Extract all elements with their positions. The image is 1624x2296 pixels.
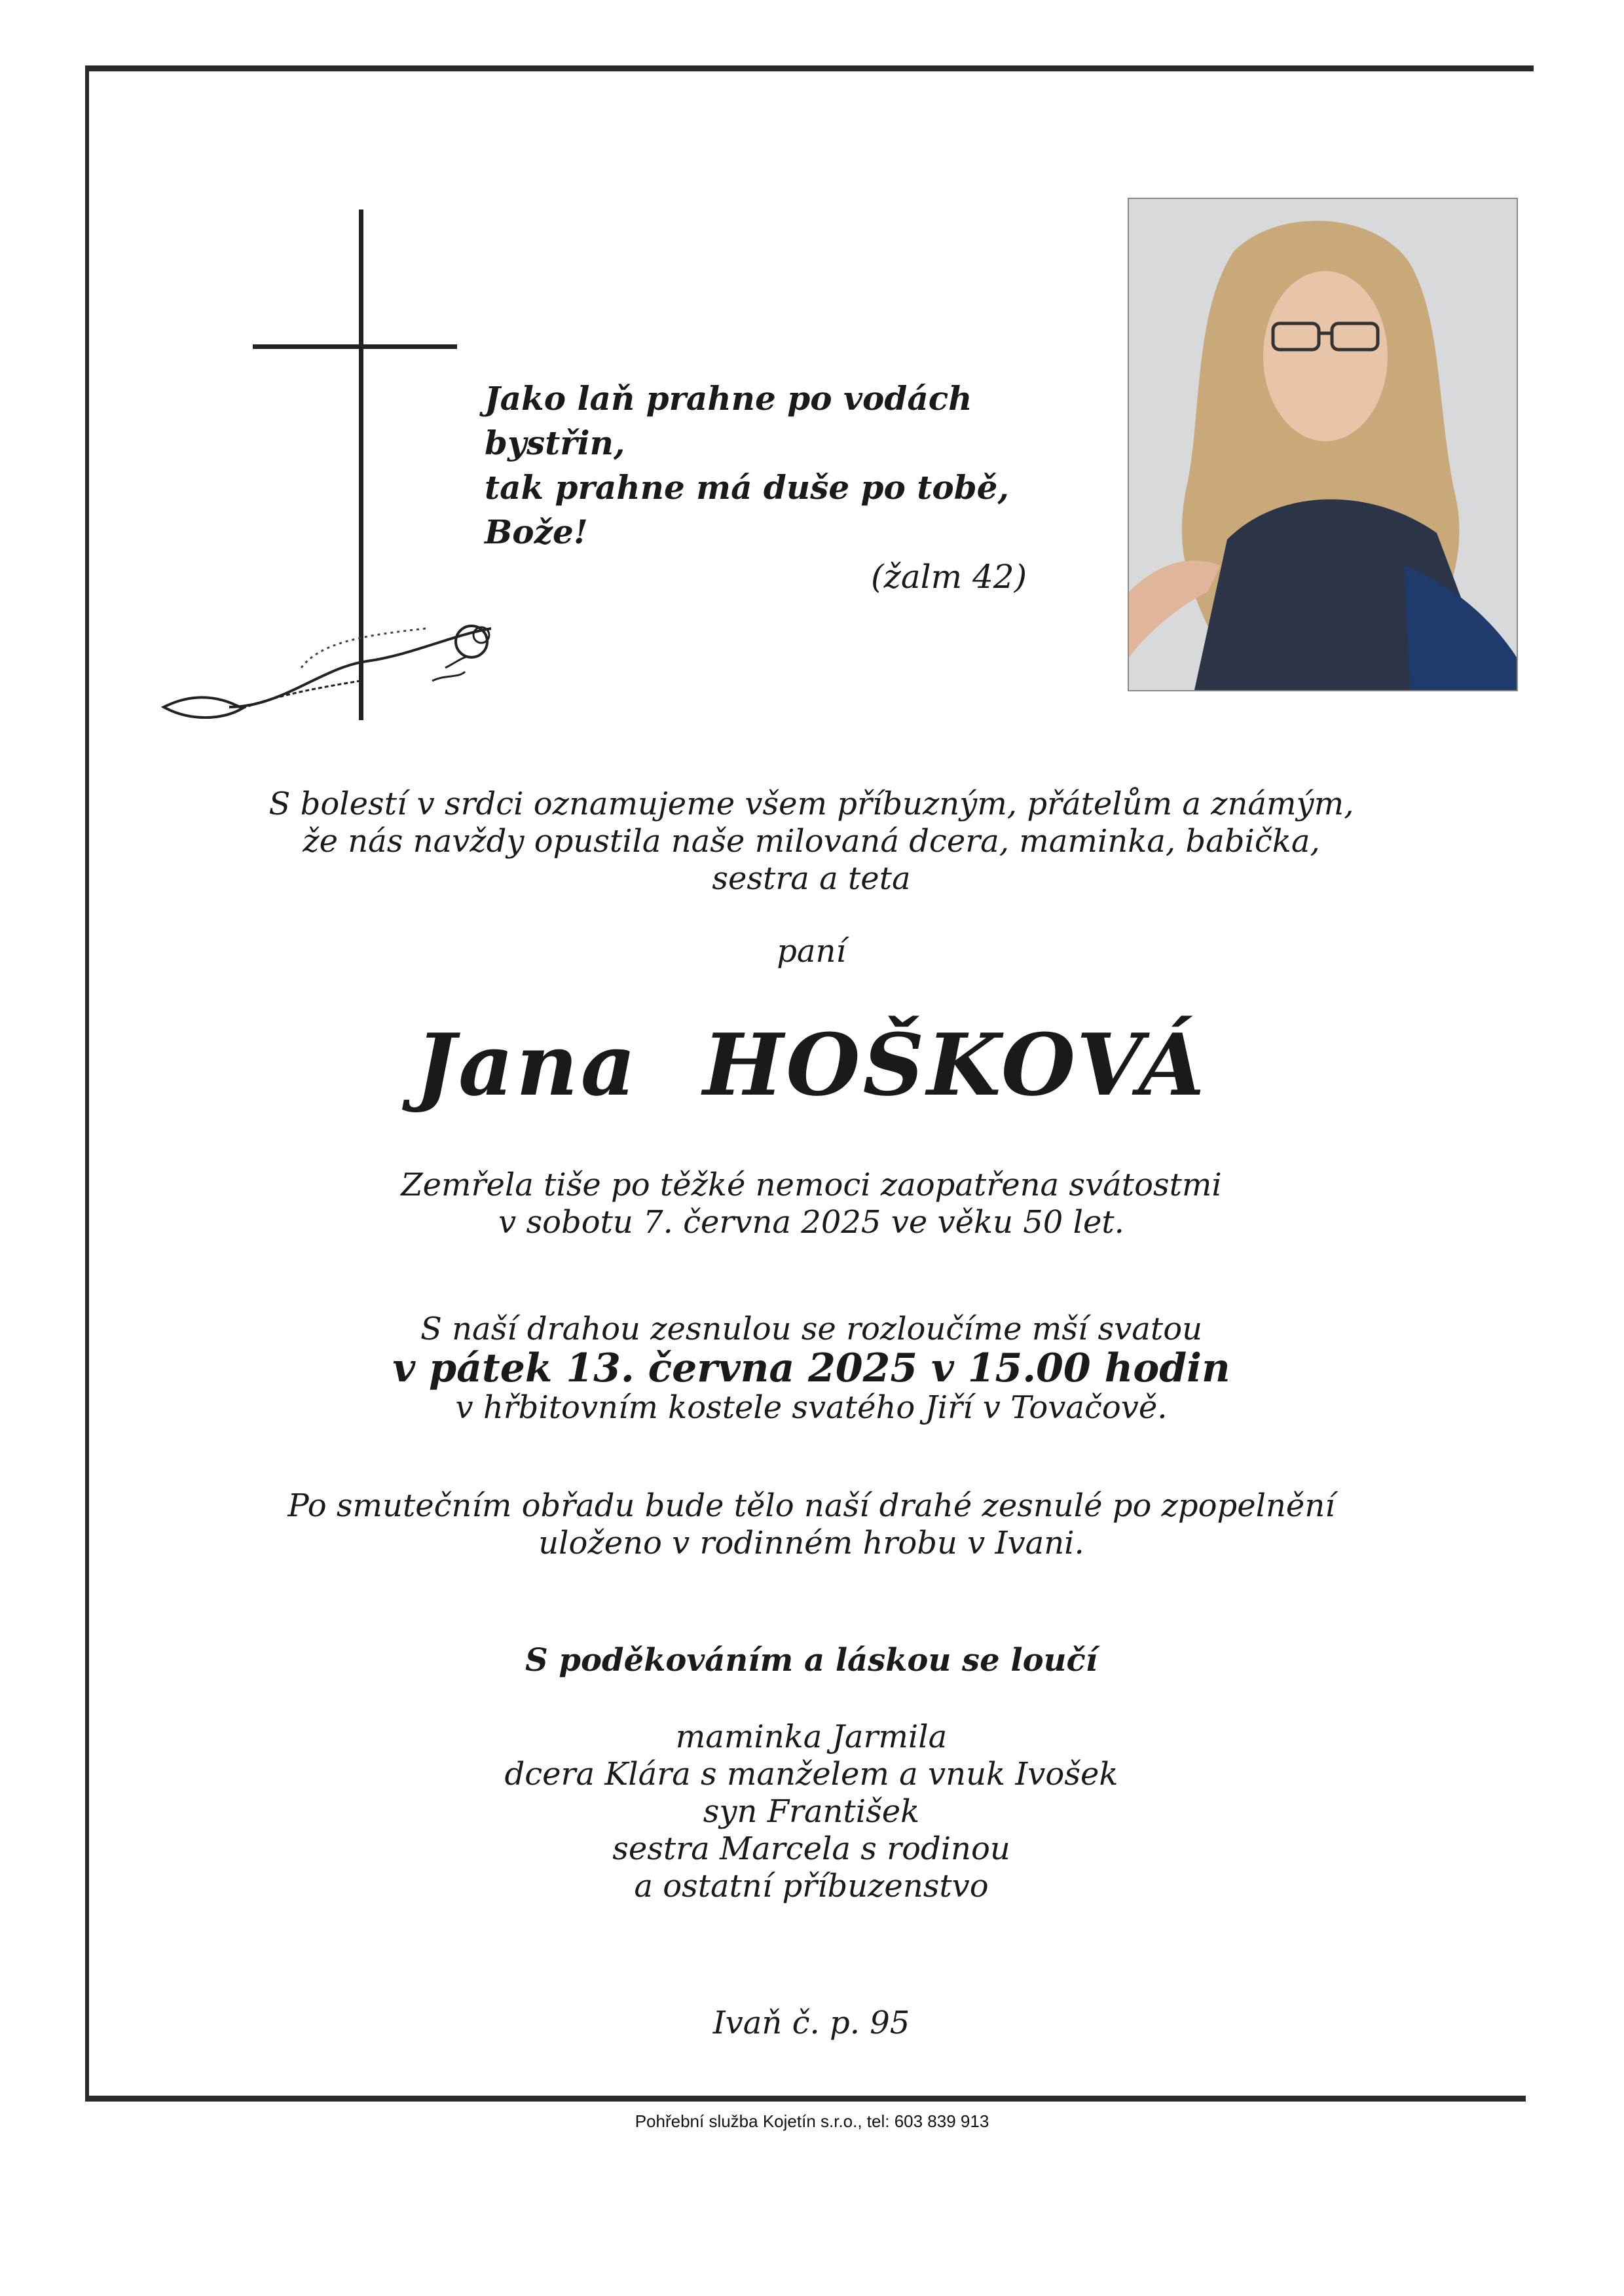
portrait-photo-icon [1129, 199, 1517, 690]
verse-line: tak prahne má duše po tobě, Bože! [485, 468, 1009, 551]
announcement [89, 786, 1534, 898]
honorific: paní [777, 933, 846, 970]
mourner: dcera Klára s manželem a vnuk Ivošek [504, 1756, 1118, 1793]
frame-top-border [85, 65, 1534, 71]
portrait-photo [1128, 198, 1518, 691]
frame-bottom-border [85, 2096, 1526, 2102]
mourners-list [89, 1719, 1534, 1905]
ceremony-datetime: v pátek 13. června 2025 v 15.00 hodin [392, 1345, 1230, 1391]
mourner: sestra Marcela s rodinou [612, 1831, 1010, 1867]
ceremony-place: v hřbitovním kostele svatého Jiří v Tovačově. [455, 1389, 1168, 1426]
mourner: maminka Jarmila [675, 1719, 948, 1755]
deceased-name: Jana HOŠKOVÁ [415, 1015, 1208, 1115]
verse-line: Jako laň prahne po vodách [485, 379, 972, 418]
funeral-service-footer: Pohřební služba Kojetín s.r.o., tel: 603 839 913 [635, 2111, 989, 2131]
burial-line: Po smutečním obřadu bude tělo naší drahé zesnulé po zpopelnění [287, 1487, 1335, 1524]
verse-reference: (žalm 42) [871, 558, 1027, 596]
farewell-heading: S poděkováním a láskou se loučí [525, 1642, 1098, 1679]
announcement-line: sestra a teta [712, 860, 911, 897]
announcement-line: S bolestí v srdci oznamujeme všem příbuzným, přátelům a známým, [268, 786, 1354, 822]
psalm-verse [485, 376, 1074, 599]
burial-notice [89, 1487, 1534, 1562]
announcement-line: že nás navždy opustila naše milovaná dcera, maminka, babička, [303, 823, 1320, 860]
address: Ivaň č. p. 95 [712, 2005, 910, 2041]
cross-with-rose-icon [151, 210, 530, 746]
death-line: Zemřela tiše po těžké nemoci zaopatřena svátostmi [401, 1167, 1222, 1203]
burial-line: uloženo v rodinném hrobu v Ivani. [538, 1525, 1084, 1561]
mourner: syn František [703, 1793, 920, 1830]
death-notice [89, 1167, 1534, 1241]
death-line: v sobotu 7. června 2025 ve věku 50 let. [498, 1204, 1124, 1241]
mourner: a ostatní příbuzenstvo [634, 1868, 989, 1904]
ceremony-intro: S naší drahou zesnulou se rozloučíme mší svatou [420, 1311, 1202, 1347]
verse-line: bystřin, [485, 424, 625, 462]
